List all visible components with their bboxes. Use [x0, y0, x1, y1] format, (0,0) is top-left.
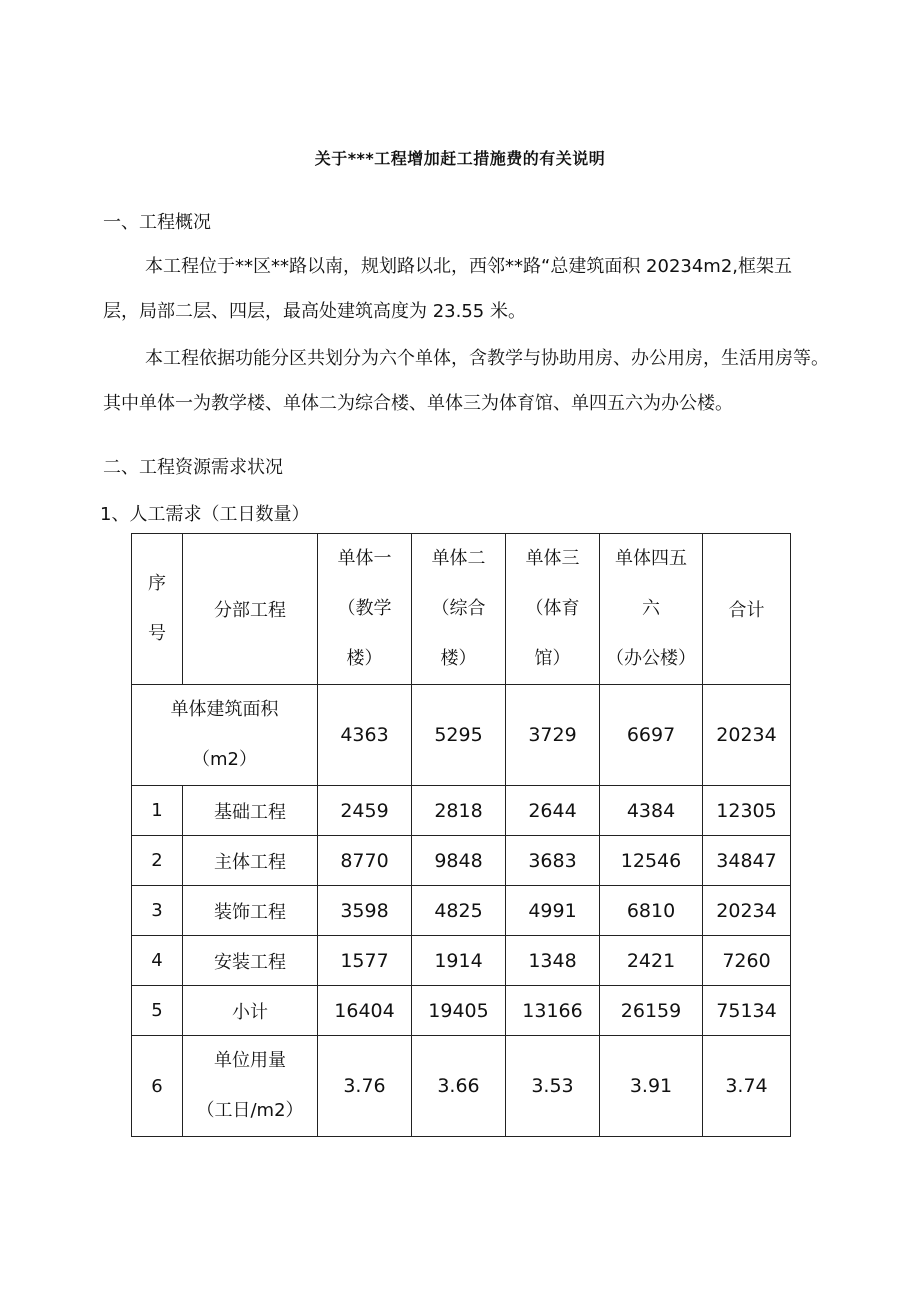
area-unit1: 4363 — [318, 685, 412, 786]
labor-demand-table — [131, 533, 791, 1137]
table-header-row — [132, 534, 791, 685]
row-seq: 3 — [132, 886, 183, 936]
header-unit1: 单体一 （教学 楼） — [318, 534, 412, 685]
row-value: 8770 — [318, 836, 412, 886]
usage-unit2: 3.66 — [412, 1036, 506, 1137]
overview-p2-line2: 其中单体一为教学楼、单体二为综合楼、单体三为体育馆、单四五六为办公楼。 — [103, 393, 733, 414]
row-value: 9848 — [412, 836, 506, 886]
row-total: 20234 — [703, 886, 791, 936]
area-total: 20234 — [703, 685, 791, 786]
row-total: 7260 — [703, 936, 791, 986]
row-seq: 1 — [132, 786, 183, 836]
row-value: 13166 — [506, 986, 600, 1036]
overview-paragraph-2 — [103, 336, 833, 426]
row-total: 34847 — [703, 836, 791, 886]
overview-p2-line1: 本工程依据功能分区共划分为六个单体，含教学与协助用房、办公用房，生活用房等。 — [145, 348, 829, 369]
overview-p1-line2: 层，局部二层、四层，最高处建筑高度为 23.55 米。 — [103, 301, 526, 322]
header-unit3: 单体三 （体育 馆） — [506, 534, 600, 685]
row-name: 安装工程 — [183, 936, 318, 986]
row-name: 装饰工程 — [183, 886, 318, 936]
area-unit2: 5295 — [412, 685, 506, 786]
row-value: 2421 — [600, 936, 703, 986]
row-value: 4384 — [600, 786, 703, 836]
document-title: 关于***工程增加赶工措施费的有关说明 — [314, 149, 606, 168]
usage-label: 单位用量 （工日/m2） — [183, 1036, 318, 1137]
row-value: 12546 — [600, 836, 703, 886]
row-value: 1914 — [412, 936, 506, 986]
row-value: 4825 — [412, 886, 506, 936]
usage-unit4: 3.91 — [600, 1036, 703, 1137]
usage-total: 3.74 — [703, 1036, 791, 1137]
table-row — [132, 886, 791, 936]
header-seq: 序 号 — [132, 534, 183, 685]
row-value: 26159 — [600, 986, 703, 1036]
header-unit2: 单体二 （综合 楼） — [412, 534, 506, 685]
header-unit4: 单体四五 六 （办公楼） — [600, 534, 703, 685]
row-value: 2818 — [412, 786, 506, 836]
row-value: 2644 — [506, 786, 600, 836]
row-seq: 5 — [132, 986, 183, 1036]
row-value: 16404 — [318, 986, 412, 1036]
area-unit3: 3729 — [506, 685, 600, 786]
row-name: 主体工程 — [183, 836, 318, 886]
labor-demand-heading: 1、人工需求（工日数量） — [100, 504, 310, 525]
section-1-heading: 一、工程概况 — [103, 212, 211, 233]
overview-paragraph-1 — [103, 244, 833, 334]
row-value: 3598 — [318, 886, 412, 936]
row-name: 小计 — [183, 986, 318, 1036]
usage-unit1: 3.76 — [318, 1036, 412, 1137]
header-total: 合计 — [703, 534, 791, 685]
row-value: 1577 — [318, 936, 412, 986]
usage-unit3: 3.53 — [506, 1036, 600, 1137]
table-row — [132, 936, 791, 986]
header-item: 分部工程 — [183, 534, 318, 685]
table-row — [132, 786, 791, 836]
row-total: 12305 — [703, 786, 791, 836]
row-value: 3683 — [506, 836, 600, 886]
row-value: 4991 — [506, 886, 600, 936]
usage-seq: 6 — [132, 1036, 183, 1137]
table-row-usage — [132, 1036, 791, 1137]
row-value: 19405 — [412, 986, 506, 1036]
row-value: 6810 — [600, 886, 703, 936]
row-value: 2459 — [318, 786, 412, 836]
area-unit4: 6697 — [600, 685, 703, 786]
table-row-area — [132, 685, 791, 786]
row-name: 基础工程 — [183, 786, 318, 836]
overview-p1-line1: 本工程位于**区**路以南，规划路以北，西邻**路“总建筑面积 20234m2,框架五 — [145, 256, 793, 277]
row-seq: 2 — [132, 836, 183, 886]
row-value: 1348 — [506, 936, 600, 986]
area-label: 单体建筑面积 （m2） — [132, 685, 318, 786]
table-row — [132, 836, 791, 886]
section-2-heading: 二、工程资源需求状况 — [103, 457, 283, 478]
row-seq: 4 — [132, 936, 183, 986]
table-row — [132, 986, 791, 1036]
row-total: 75134 — [703, 986, 791, 1036]
